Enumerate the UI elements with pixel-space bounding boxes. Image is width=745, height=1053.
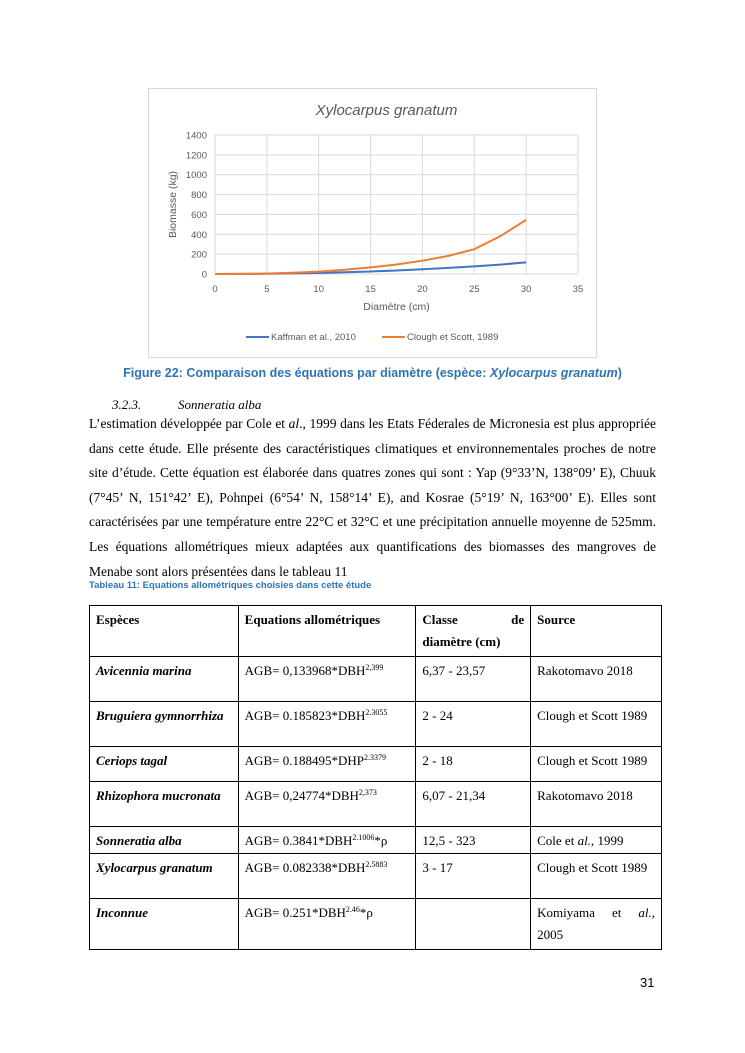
row-species: Bruguiera gymnorrhiza <box>90 702 239 747</box>
source-text: Cole et <box>537 833 578 848</box>
x-tick-label: 35 <box>572 284 584 295</box>
table-row <box>90 854 662 899</box>
row-source <box>531 899 662 950</box>
paragraph-al: al <box>288 416 300 431</box>
row-source: Rakotomavo 2018 <box>531 782 662 827</box>
chart-title: Xylocarpus granatum <box>315 102 458 119</box>
table-row <box>90 782 662 827</box>
row-equation <box>238 854 416 899</box>
header-classe-a: Classe <box>422 612 458 627</box>
row-source: Rakotomavo 2018 <box>531 657 662 702</box>
row-classe <box>416 899 531 950</box>
row-classe: 3 - 17 <box>416 854 531 899</box>
equation-text: AGB= 0.185823*DBH <box>244 708 366 723</box>
row-source: Clough et Scott 1989 <box>531 747 662 782</box>
section-title: Sonneratia alba <box>178 397 262 412</box>
header-classe-c: diamètre (cm) <box>422 634 501 649</box>
y-tick-label: 0 <box>201 269 207 281</box>
paragraph-text-2: ., 1999 dans les Etats Féderales de Micronesia est plus appropriée dans cette étude. Elle présente des caractéristiques climatiques et environnementales proches de notre site d’étude. Cette équation est élaborée dans quatres zones qui sont : Yap (9°33’N, 138°09’ E), Chuuk (7°45’ N, 151°42’ E), Pohnpei (6°54’ N, 158°14’ E), and Kosrae (5°19’ N, 163°00’ E). Elles sont caractérisées par une température entre 22°C et 32°C et une précipitation annuelle moyenne de 525mm. Les équations allométriques mieux adaptées aux quantifications des biomasses des mangroves de Menabe sont alors présentées dans le tableau 11 <box>89 416 656 579</box>
legend-label: Kaffman et al., 2010 <box>271 332 356 343</box>
y-tick-label: 1000 <box>185 170 207 182</box>
row-species: Ceriops tagal <box>90 747 239 782</box>
page-number: 31 <box>640 975 655 990</box>
table-row <box>90 702 662 747</box>
row-equation <box>238 702 416 747</box>
equation-rho: *ρ <box>374 833 388 848</box>
equation-text: AGB= 0,24774*DBH <box>244 788 359 803</box>
row-species: Inconnue <box>90 899 239 950</box>
body-paragraph <box>89 412 656 584</box>
x-tick-label: 5 <box>264 284 270 295</box>
equation-exponent: 2,373 <box>358 788 377 797</box>
row-source: Clough et Scott 1989 <box>531 702 662 747</box>
figure-caption-species: Xylocarpus granatum <box>489 366 618 380</box>
y-tick-label: 1400 <box>185 130 207 142</box>
header-classe <box>416 606 531 657</box>
source-al: al., <box>638 905 655 920</box>
row-classe: 2 - 24 <box>416 702 531 747</box>
header-classe-b: de <box>511 612 525 627</box>
equation-exponent: 2.3055 <box>365 708 388 717</box>
row-source: Clough et Scott 1989 <box>531 854 662 899</box>
source-year: 2005 <box>537 927 564 942</box>
x-tick-label: 15 <box>365 284 376 295</box>
allometric-table <box>89 605 662 950</box>
equation-exponent: 2.5883 <box>365 860 388 869</box>
row-equation <box>238 782 416 827</box>
table-row <box>90 899 662 950</box>
equation-exponent: 2,399 <box>365 663 384 672</box>
chart-svg <box>149 89 598 359</box>
equation-text: AGB= 0.3841*DBH <box>244 833 353 848</box>
x-axis-label: Diamètre (cm) <box>363 301 430 313</box>
source-al: al., <box>577 833 595 848</box>
y-axis-label: Biomasse (kg) <box>167 170 179 239</box>
section-heading <box>112 397 261 413</box>
table-caption: Tableau 11: Equations allométriques choisies dans cette étude <box>89 580 372 591</box>
equation-exponent: 2.1006 <box>352 833 375 842</box>
y-tick-label: 200 <box>191 249 207 261</box>
table-row <box>90 747 662 782</box>
table-header-row <box>90 606 662 657</box>
row-equation <box>238 899 416 950</box>
x-tick-label: 25 <box>468 284 480 295</box>
row-classe: 6,07 - 21,34 <box>416 782 531 827</box>
chart-container <box>148 88 597 358</box>
figure-caption <box>0 366 745 380</box>
row-equation <box>238 827 416 854</box>
figure-caption-suffix: ) <box>617 366 622 380</box>
equation-exponent: 2.3379 <box>363 753 386 762</box>
equation-rho: *ρ <box>359 905 373 920</box>
row-species: Avicennia marina <box>90 657 239 702</box>
header-source: Source <box>531 606 662 657</box>
section-number: 3.2.3. <box>112 397 142 412</box>
equation-text: AGB= 0.082338*DBH <box>244 860 366 875</box>
x-tick-label: 10 <box>313 284 325 295</box>
row-equation <box>238 747 416 782</box>
row-species: Rhizophora mucronata <box>90 782 239 827</box>
figure-caption-prefix: Figure 22: Comparaison des équations par diamètre (espèce: <box>123 366 490 380</box>
y-tick-label: 1200 <box>185 150 207 162</box>
row-species: Xylocarpus granatum <box>90 854 239 899</box>
equation-exponent: 2.46 <box>345 905 360 914</box>
row-equation <box>238 657 416 702</box>
table-row <box>90 827 662 854</box>
row-classe: 2 - 18 <box>416 747 531 782</box>
paragraph-text-1: L’estimation développée par Cole et <box>89 416 289 431</box>
y-tick-label: 800 <box>191 190 207 202</box>
equation-text: AGB= 0.251*DBH <box>244 905 346 920</box>
source-et: et <box>611 905 622 920</box>
equation-text: AGB= 0.188495*DHP <box>244 753 364 768</box>
legend-label: Clough et Scott, 1989 <box>407 332 499 343</box>
y-tick-label: 400 <box>191 229 207 241</box>
x-tick-label: 20 <box>417 284 428 295</box>
header-equation: Equations allométriques <box>238 606 416 657</box>
table-row <box>90 657 662 702</box>
x-tick-label: 30 <box>520 284 532 295</box>
header-species: Espèces <box>90 606 239 657</box>
row-species: Sonneratia alba <box>90 827 239 854</box>
source-year: 1999 <box>594 833 624 848</box>
source-text: Komiyama <box>537 905 595 920</box>
equation-text: AGB= 0,133968*DBH <box>244 663 366 678</box>
row-classe: 6,37 - 23,57 <box>416 657 531 702</box>
y-tick-label: 600 <box>191 209 207 221</box>
row-source <box>531 827 662 854</box>
x-tick-label: 0 <box>212 284 218 295</box>
row-classe: 12,5 - 323 <box>416 827 531 854</box>
